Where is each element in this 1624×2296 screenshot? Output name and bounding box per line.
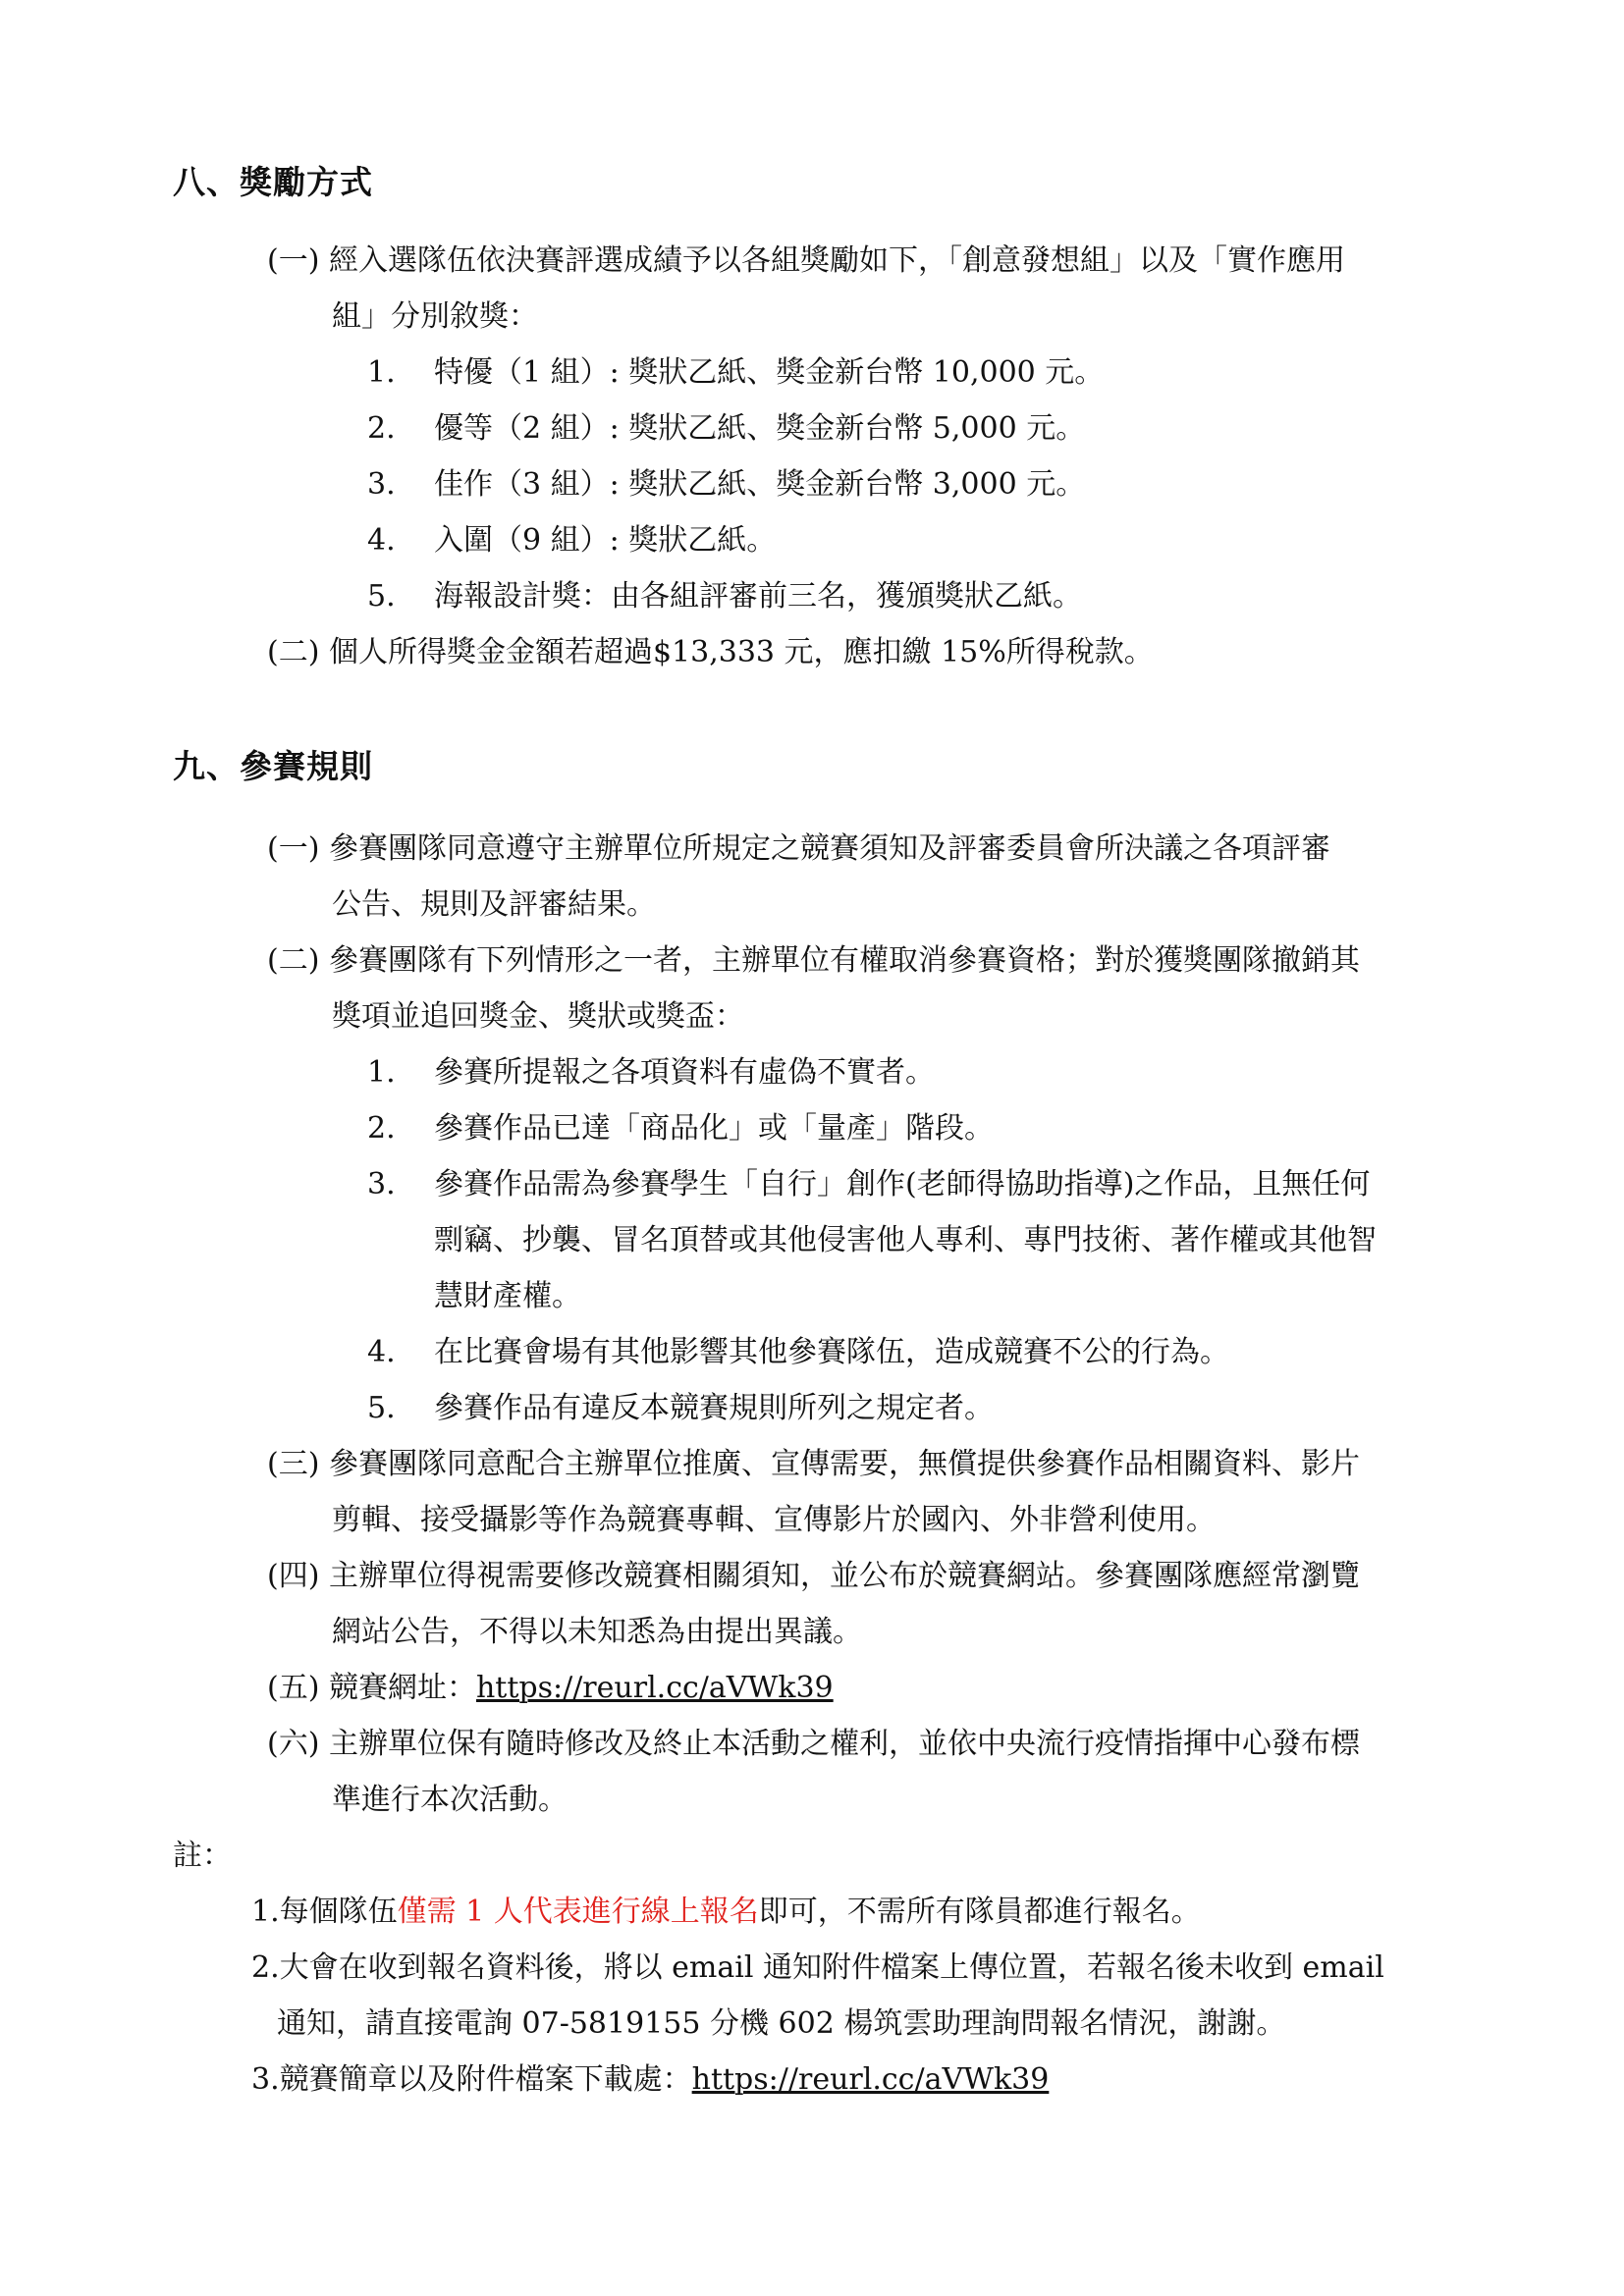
rule-text: 參賽所提報之各項資料有虛偽不實者。 [434,1055,935,1090]
competition-url-link[interactable]: https://reurl.cc/aVWk39 [475,1671,834,1705]
rule-number: 4. [367,1335,396,1369]
award-text: 佳作（3 組）: 獎狀乙紙、獎金新台幣 3,000 元。 [434,467,1086,502]
note-1-highlight: 僅需 1 人代表進行線上報名 [397,1895,759,1929]
rule-number: 2. [367,1111,396,1146]
notes-label: 註： [173,1839,232,1873]
rule-text-continued: 剽竊、抄襲、冒名頂替或其他侵害他人專利、專門技術、著作權或其他智 [434,1223,1377,1257]
note-2-line2: 通知，請直接電詢 07-5819155 分機 602 楊筑雲助理詢問報名情況，謝謝。 [277,2006,1286,2041]
s9-item4-line2: 網站公告，不得以未知悉為由提出異議。 [332,1615,862,1649]
s8-item2: (二) 個人所得獎金金額若超過$13,333 元，應扣繳 15%所得稅款。 [267,635,1154,669]
award-number: 3. [367,467,396,502]
s9-item1-line2: 公告、規則及評審結果。 [332,887,656,922]
rule-number: 3. [367,1167,396,1201]
s9-item3-line2: 剪輯、接受攝影等作為競賽專輯、宣傳影片於國內、外非營利使用。 [332,1503,1216,1537]
s9-item2-line2: 獎項並追回獎金、獎狀或獎盃： [332,999,744,1034]
rule-text: 參賽作品需為參賽學生「自行」創作(老師得協助指導)之作品，且無任何 [434,1167,1371,1201]
s9-item1-line1: (一) 參賽團隊同意遵守主辦單位所規定之競賽須知及評審委員會所決議之各項評審 [267,831,1330,866]
note-2-line1: 2.大會在收到報名資料後，將以 email 通知附件檔案上傳位置，若報名後未收到 email [251,1950,1384,1985]
note-1-prefix: 1.每個隊伍 [251,1895,398,1929]
s8-item1-line2: 組」分別敘獎： [332,299,538,334]
rule-number: 1. [367,1055,396,1090]
award-number: 5. [367,579,396,614]
section-9-heading: 九、參賽規則 [173,747,373,785]
award-number: 2. [367,411,396,446]
download-url-link[interactable]: https://reurl.cc/aVWk39 [691,2062,1050,2097]
s9-item2-line1: (二) 參賽團隊有下列情形之一者，主辦單位有權取消參賽資格；對於獲獎團隊撤銷其 [267,943,1360,978]
note-3 [251,2060,1049,2100]
award-text: 入圍（9 組）: 獎狀乙紙。 [434,523,777,558]
section-8-heading: 八、獎勵方式 [173,163,373,201]
award-number: 1. [367,355,396,390]
s9-item6-line1: (六) 主辦單位保有隨時修改及終止本活動之權利，並依中央流行疫情指揮中心發布標 [267,1727,1360,1761]
award-text: 特優（1 組）: 獎狀乙紙、獎金新台幣 10,000 元。 [434,355,1105,390]
s9-item5-label: (五) 競賽網址： [267,1671,476,1705]
note-3-prefix: 3.競賽簡章以及附件檔案下載處： [251,2062,692,2097]
award-number: 4. [367,523,396,558]
s9-item4-line1: (四) 主辦單位得視需要修改競賽相關須知，並公布於競賽網站。參賽團隊應經常瀏覽 [267,1559,1360,1593]
rule-text-continued: 慧財產權。 [434,1279,581,1313]
note-1 [251,1893,1201,1932]
s9-item5 [267,1669,834,1708]
rule-text: 參賽作品已達「商品化」或「量產」階段。 [434,1111,994,1146]
s8-item1-line1: (一) 經入選隊伍依決賽評選成績予以各組獎勵如下，「創意發想組」以及「實作應用 [267,243,1345,278]
rule-text: 參賽作品有違反本競賽規則所列之規定者。 [434,1391,994,1425]
award-text: 優等（2 組）: 獎狀乙紙、獎金新台幣 5,000 元。 [434,411,1086,446]
note-1-suffix: 即可，不需所有隊員都進行報名。 [758,1895,1201,1929]
rule-number: 5. [367,1391,396,1425]
award-text: 海報設計獎：由各組評審前三名，獲頒獎狀乙紙。 [434,579,1082,614]
s9-item6-line2: 準進行本次活動。 [332,1783,568,1817]
s9-item3-line1: (三) 參賽團隊同意配合主辦單位推廣、宣傳需要，無償提供參賽作品相關資料、影片 [267,1447,1360,1481]
rule-text: 在比賽會場有其他影響其他參賽隊伍，造成競賽不公的行為。 [434,1335,1229,1369]
